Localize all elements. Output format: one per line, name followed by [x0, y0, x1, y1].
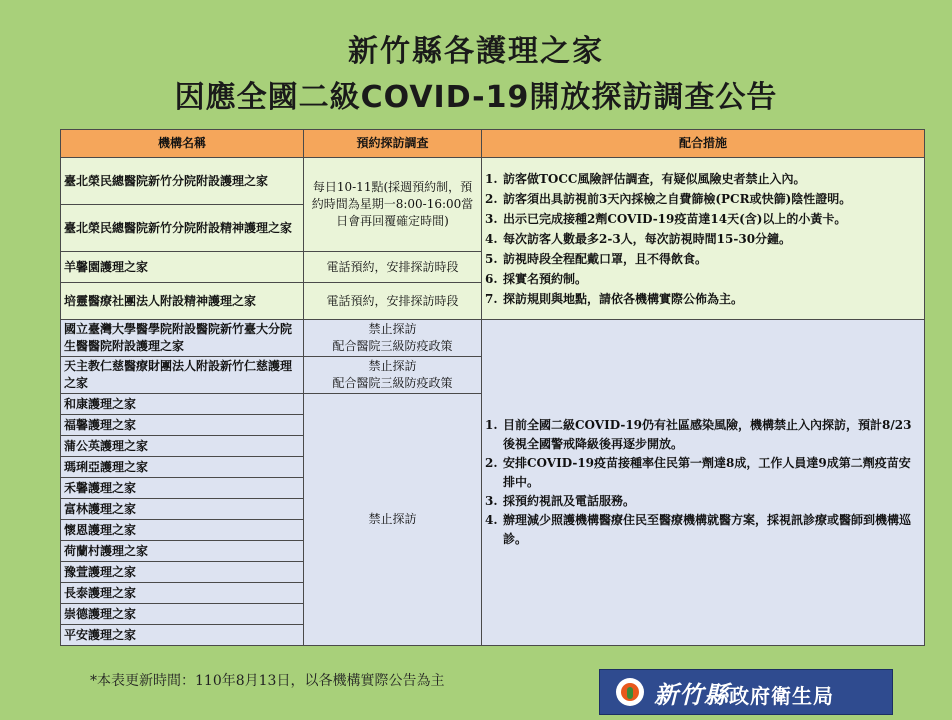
- measure-number: 1.: [485, 171, 498, 186]
- logo-text-big: 新竹縣: [654, 679, 729, 709]
- measure-item: [485, 209, 921, 229]
- measure-item: [485, 249, 921, 269]
- page-title-line2: 因應全國二級COVID-19開放探訪調查公告: [174, 80, 778, 115]
- measure-number: 6.: [485, 271, 498, 286]
- logo-text: [654, 675, 834, 710]
- institution-name: 國立臺灣大學醫學院附設醫院新竹臺大分院生醫醫院附設護理之家: [61, 320, 304, 357]
- institution-name: 禾馨護理之家: [61, 478, 304, 499]
- open-measures-cell: [482, 158, 925, 320]
- institution-name: 長泰護理之家: [61, 583, 304, 604]
- institution-name: 富林護理之家: [61, 499, 304, 520]
- open-measures-list: [485, 169, 921, 309]
- measure-number: 5.: [485, 251, 498, 266]
- emblem-icon: [616, 678, 644, 706]
- measure-text: 採預約視訊及電話服務。: [503, 494, 636, 508]
- measure-number: 4.: [485, 231, 498, 246]
- institution-name: 平安護理之家: [61, 625, 304, 646]
- measure-text: 目前全國二級COVID-19仍有社區感染風險，機構禁止入內探訪，預計8/23後視全國警戒降級後再逐步開放。: [503, 418, 912, 451]
- measure-item: [485, 169, 921, 189]
- measure-text: 辦理減少照護機構醫療住民至醫療機構就醫方案，採視訊診療或醫師到機構巡診。: [503, 513, 912, 546]
- institution-name: 蒲公英護理之家: [61, 436, 304, 457]
- measure-number: 3.: [485, 211, 498, 226]
- booking-status: 禁止探訪: [304, 394, 482, 646]
- booking-status: 電話預約，安排探訪時段: [304, 252, 482, 283]
- measure-text: 每次訪客人數最多2-3人，每次訪視時間15-30分鐘。: [503, 231, 792, 246]
- measure-item: [485, 229, 921, 249]
- booking-status: 每日10-11點(採週預約制，預約時間為星期一8:00-16:00當日會再回覆確定時間): [304, 158, 482, 252]
- measure-number: 2.: [485, 456, 498, 470]
- page-title-line1: 新竹縣各護理之家: [348, 34, 604, 69]
- header-institution: 機構名稱: [61, 130, 304, 158]
- institution-name: 福馨護理之家: [61, 415, 304, 436]
- measure-item: [485, 269, 921, 289]
- logo-text-small: 政府衛生局: [729, 683, 834, 708]
- measure-item: [485, 289, 921, 309]
- footer-note: *本表更新時間：110年8月13日，以各機構實際公告為主: [90, 673, 445, 689]
- institution-name: 豫萱護理之家: [61, 562, 304, 583]
- table-body: [61, 158, 925, 646]
- institution-name: 崇德護理之家: [61, 604, 304, 625]
- institution-name: 培靈醫療社團法人附設精神護理之家: [61, 283, 304, 320]
- measure-text: 訪客須出具訪視前3天內採檢之自費篩檢(PCR或快篩)陰性證明。: [503, 191, 852, 206]
- institution-name: 荷蘭村護理之家: [61, 541, 304, 562]
- institution-name: 天主教仁慈醫療財團法人附設新竹仁慈護理之家: [61, 357, 304, 394]
- measure-item: [485, 416, 921, 454]
- closed-measures-cell: [482, 320, 925, 646]
- measure-item: [485, 454, 921, 492]
- table-header-row: [61, 130, 925, 158]
- measure-text: 訪客做TOCC風險評估調查，有疑似風險史者禁止入內。: [503, 171, 806, 186]
- measure-text: 訪視時段全程配戴口罩，且不得飲食。: [503, 251, 708, 266]
- health-bureau-logo: [599, 669, 893, 715]
- institution-name: 和康護理之家: [61, 394, 304, 415]
- institution-name: 瑪琍亞護理之家: [61, 457, 304, 478]
- table-row: [61, 158, 925, 205]
- measure-item: [485, 511, 921, 549]
- measure-number: 3.: [485, 494, 498, 508]
- measure-number: 2.: [485, 191, 498, 206]
- measure-number: 4.: [485, 513, 498, 527]
- measure-text: 出示已完成接種2劑COVID-19疫苗達14天(含)以上的小黃卡。: [503, 211, 847, 226]
- visiting-notice-table: [60, 129, 925, 646]
- measure-text: 探訪規則與地點，請依各機構實際公佈為主。: [503, 291, 744, 306]
- institution-name: 羊馨園護理之家: [61, 252, 304, 283]
- booking-status: 禁止探訪 配合醫院三級防疫政策: [304, 320, 482, 357]
- closed-measures-list: [485, 416, 921, 549]
- header-booking: 預約探訪調查: [304, 130, 482, 158]
- booking-status: 電話預約，安排探訪時段: [304, 283, 482, 320]
- institution-name: 懷恩護理之家: [61, 520, 304, 541]
- measure-item: [485, 492, 921, 511]
- header-measures: 配合措施: [482, 130, 925, 158]
- institution-name: 臺北榮民總醫院新竹分院附設精神護理之家: [61, 205, 304, 252]
- measure-text: 安排COVID-19疫苗接種率住民第一劑達8成，工作人員達9成第二劑疫苗安排中。: [503, 456, 911, 489]
- measure-text: 採實名預約制。: [503, 271, 588, 286]
- booking-status: 禁止探訪 配合醫院三級防疫政策: [304, 357, 482, 394]
- measure-number: 1.: [485, 418, 498, 432]
- measure-item: [485, 189, 921, 209]
- table-row: [61, 320, 925, 357]
- institution-name: 臺北榮民總醫院新竹分院附設護理之家: [61, 158, 304, 205]
- measure-number: 7.: [485, 291, 498, 306]
